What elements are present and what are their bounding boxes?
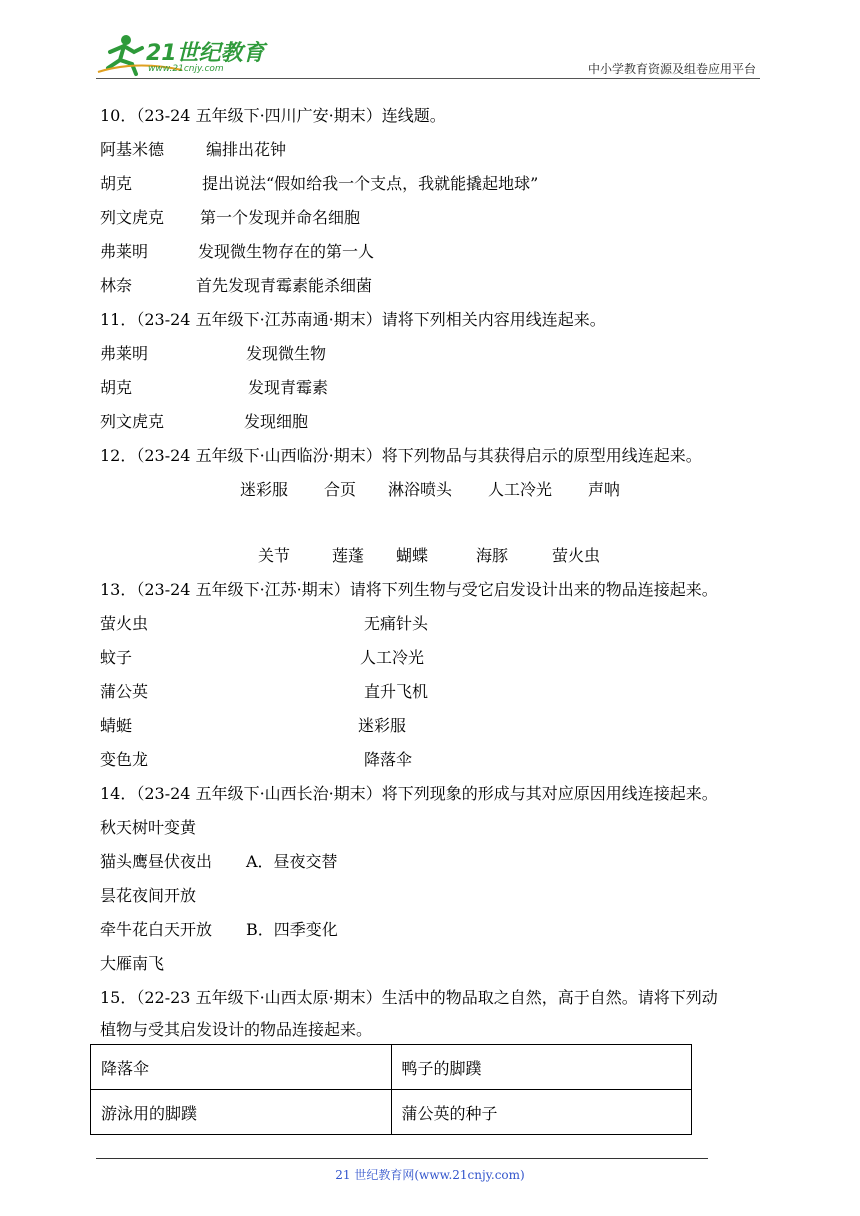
q10-right-1: 编排出花钟 [206, 140, 287, 159]
q12-top-3: 淋浴喷头 [388, 480, 453, 499]
footer-divider [96, 1158, 708, 1159]
q13-left-3: 蒲公英 [100, 682, 149, 701]
q11-right-3: 发现细胞 [244, 412, 309, 431]
q14-left-1: 秋天树叶变黄 [100, 818, 197, 837]
q13-right-3: 直升飞机 [364, 682, 429, 701]
q10-right-5: 首先发现青霉素能杀细菌 [196, 276, 373, 295]
q13-left-1: 萤火虫 [100, 614, 149, 633]
q14-left-3: 昙花夜间开放 [100, 886, 197, 905]
q10-right-2: 提出说法“假如给我一个支点，我就能撬起地球” [202, 174, 539, 193]
q11-right-2: 发现青霉素 [248, 378, 329, 397]
q12-bottom-1: 关节 [258, 546, 291, 565]
q10-left-4: 弗莱明 [100, 242, 149, 261]
q10-left-3: 列文虎克 [100, 208, 165, 227]
q14-option-b: B．四季变化 [246, 920, 338, 939]
table-cell: 鸭子的脚蹼 [391, 1045, 692, 1090]
table-row [91, 1045, 692, 1090]
q14-stem: 14．（23-24 五年级下·山西长治·期末）将下列现象的形成与其对应原因用线连接起来。 [100, 784, 718, 803]
q13-stem: 13．（23-24 五年级下·江苏·期末）请将下列生物与受它启发设计出来的物品连接起来。 [100, 580, 718, 599]
q12-top-2: 合页 [324, 480, 357, 499]
q14-left-4: 牵牛花白天开放 [100, 920, 213, 939]
table-cell: 游泳用的脚蹼 [91, 1090, 392, 1135]
q12-top-1: 迷彩服 [240, 480, 289, 499]
q14-option-a: A．昼夜交替 [246, 852, 338, 871]
table-cell: 降落伞 [91, 1045, 392, 1090]
footer-link[interactable]: 21 世纪教育网(www.21cnjy.com) [335, 1168, 525, 1182]
header-divider [96, 78, 760, 79]
q10-right-3: 第一个发现并命名细胞 [200, 208, 361, 227]
q10-right-4: 发现微生物存在的第一人 [198, 242, 375, 261]
q12-top-4: 人工冷光 [488, 480, 553, 499]
q10-left-2: 胡克 [100, 174, 133, 193]
q15-table [90, 1044, 692, 1135]
q11-left-2: 胡克 [100, 378, 133, 397]
q10-left-1: 阿基米德 [100, 140, 165, 159]
q11-left-3: 列文虎克 [100, 412, 165, 431]
logo-text: 21世纪教育 [146, 41, 265, 66]
q12-bottom-3: 蝴蝶 [396, 546, 429, 565]
site-logo [96, 30, 266, 78]
header-platform-text: 中小学教育资源及组卷应用平台 [587, 62, 756, 76]
q13-left-5: 变色龙 [100, 750, 149, 769]
q14-left-2: 猫头鹰昼伏夜出 [100, 852, 213, 871]
q13-left-4: 蜻蜓 [100, 716, 133, 735]
q11-left-1: 弗莱明 [100, 344, 149, 363]
q13-right-4: 迷彩服 [358, 716, 407, 735]
q15-stem-line2: 植物与受其启发设计的物品连接起来。 [100, 1020, 373, 1039]
q13-right-5: 降落伞 [364, 750, 413, 769]
table-cell: 蒲公英的种子 [391, 1090, 692, 1135]
logo-url: www.21cnjy.com [148, 64, 224, 74]
q12-top-5: 声呐 [588, 480, 621, 499]
q12-bottom-4: 海豚 [476, 546, 509, 565]
q11-stem: 11．（23-24 五年级下·江苏南通·期末）请将下列相关内容用线连起来。 [100, 310, 606, 329]
q12-stem: 12．（23-24 五年级下·山西临汾·期末）将下列物品与其获得启示的原型用线连起来。 [100, 446, 702, 465]
q10-stem: 10．（23-24 五年级下·四川广安·期末）连线题。 [100, 106, 446, 125]
q12-bottom-5: 萤火虫 [552, 546, 601, 565]
q12-bottom-2: 莲蓬 [332, 546, 365, 565]
q15-stem-line1: 15．（22-23 五年级下·山西太原·期末）生活中的物品取之自然，高于自然。请将下列动 [100, 988, 718, 1007]
q13-right-2: 人工冷光 [360, 648, 425, 667]
q11-right-1: 发现微生物 [246, 344, 327, 363]
table-row [91, 1090, 692, 1135]
q13-left-2: 蚊子 [100, 648, 133, 667]
q14-left-5: 大雁南飞 [100, 954, 165, 973]
q10-left-5: 林奈 [100, 276, 133, 295]
q13-right-1: 无痛针头 [364, 614, 429, 633]
